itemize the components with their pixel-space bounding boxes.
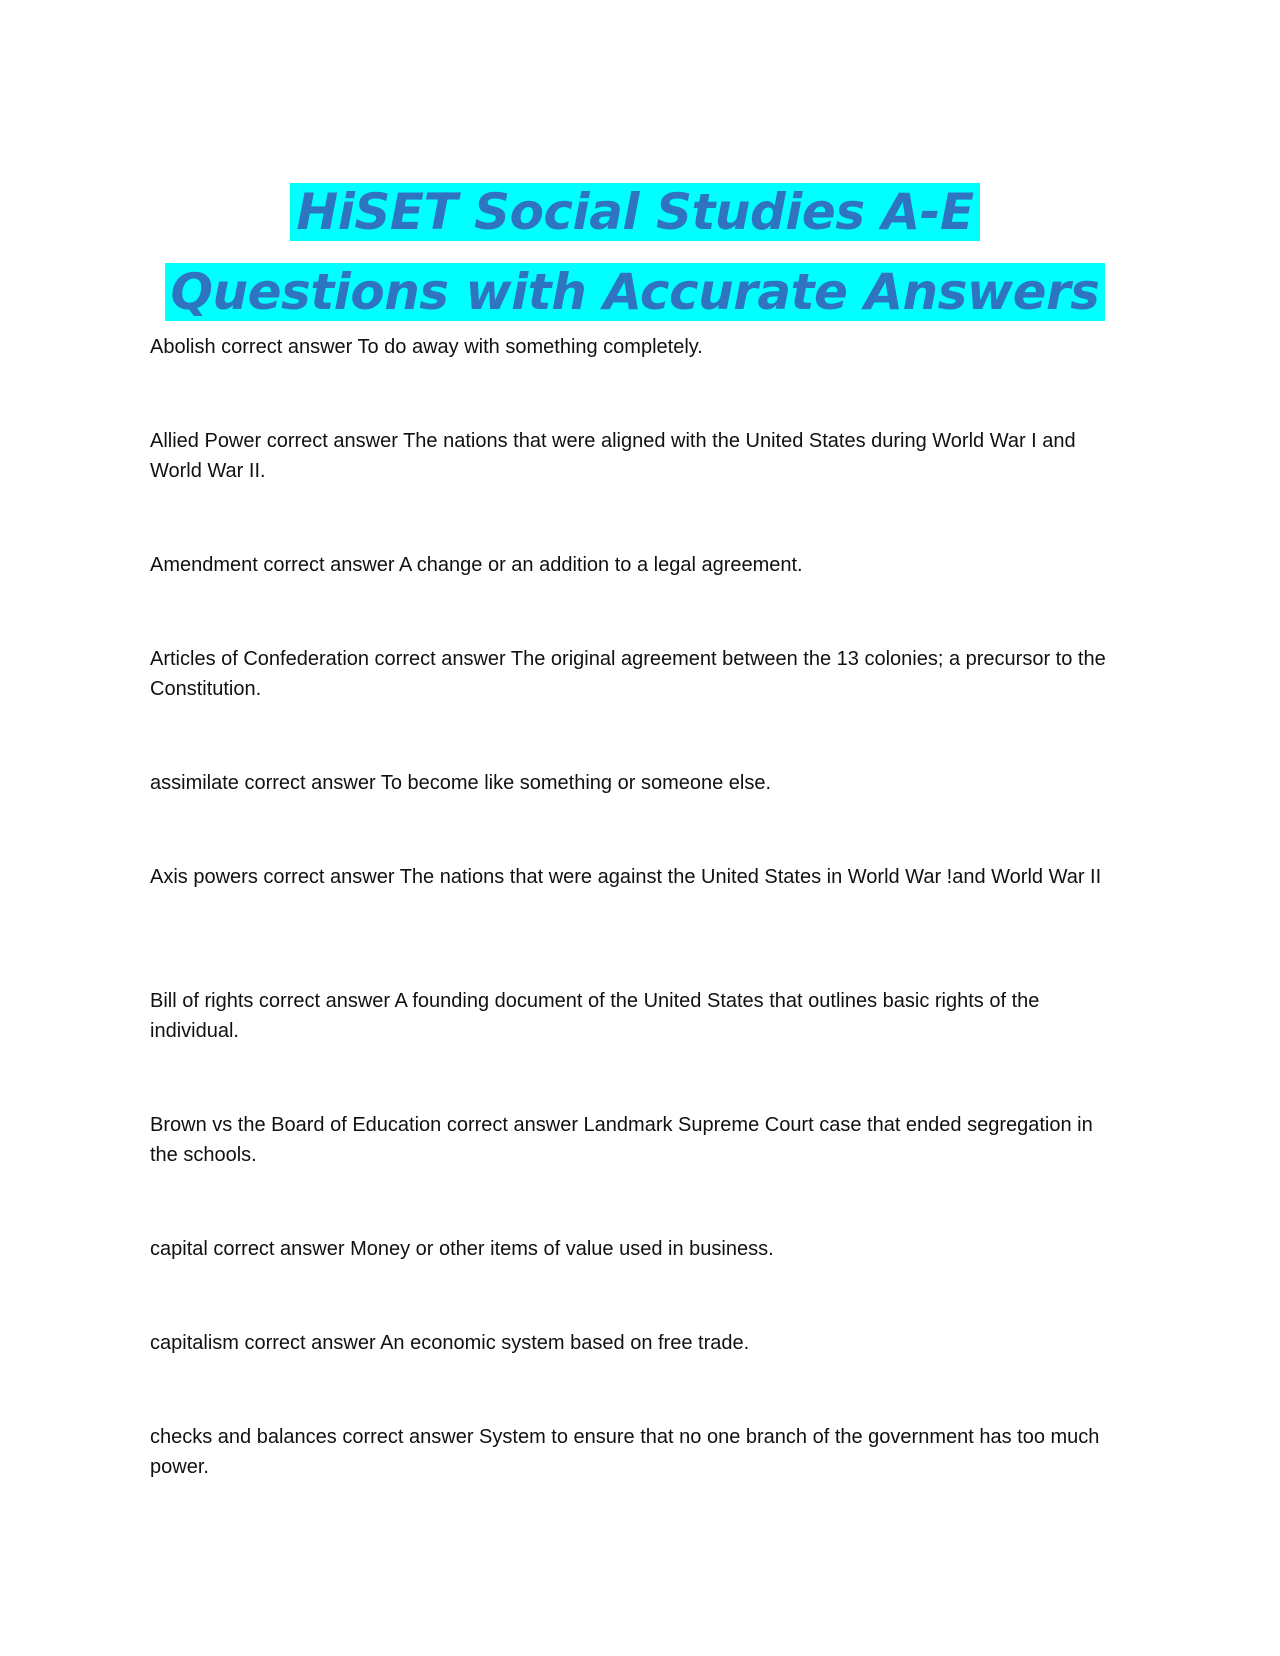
entry-capitalism: capitalism correct answer An economic system based on free trade. xyxy=(150,1332,750,1354)
entry-checks-and-balances: checks and balances correct answer System to ensure that no one branch of the government has too much power. xyxy=(150,1426,1100,1478)
entry-articles-of-confederation: Articles of Confederation correct answer The original agreement between the 13 colonies; a precursor to the Constitution. xyxy=(150,648,1106,700)
entry-axis-powers: Axis powers correct answer The nations that were against the United States in World War !and World War II xyxy=(150,866,1102,888)
entry-abolish: Abolish correct answer To do away with something completely. xyxy=(150,336,703,358)
title-highlight: HiSET Social Studies A-E Questions with Accurate Answers xyxy=(165,183,1106,321)
entry-amendment: Amendment correct answer A change or an addition to a legal agreement. xyxy=(150,554,803,576)
entry-assimilate: assimilate correct answer To become like something or someone else. xyxy=(150,772,772,794)
entry-bill-of-rights: Bill of rights correct answer A founding document of the United States that outlines basic rights of the individual. xyxy=(150,990,1040,1042)
document-title xyxy=(150,172,1120,332)
entry-brown-vs-board: Brown vs the Board of Education correct answer Landmark Supreme Court case that ended segregation in the schools. xyxy=(150,1114,1093,1166)
entry-capital: capital correct answer Money or other items of value used in business. xyxy=(150,1238,774,1260)
entry-allied-power: Allied Power correct answer The nations that were aligned with the United States during World War I and World War II. xyxy=(150,430,1076,482)
